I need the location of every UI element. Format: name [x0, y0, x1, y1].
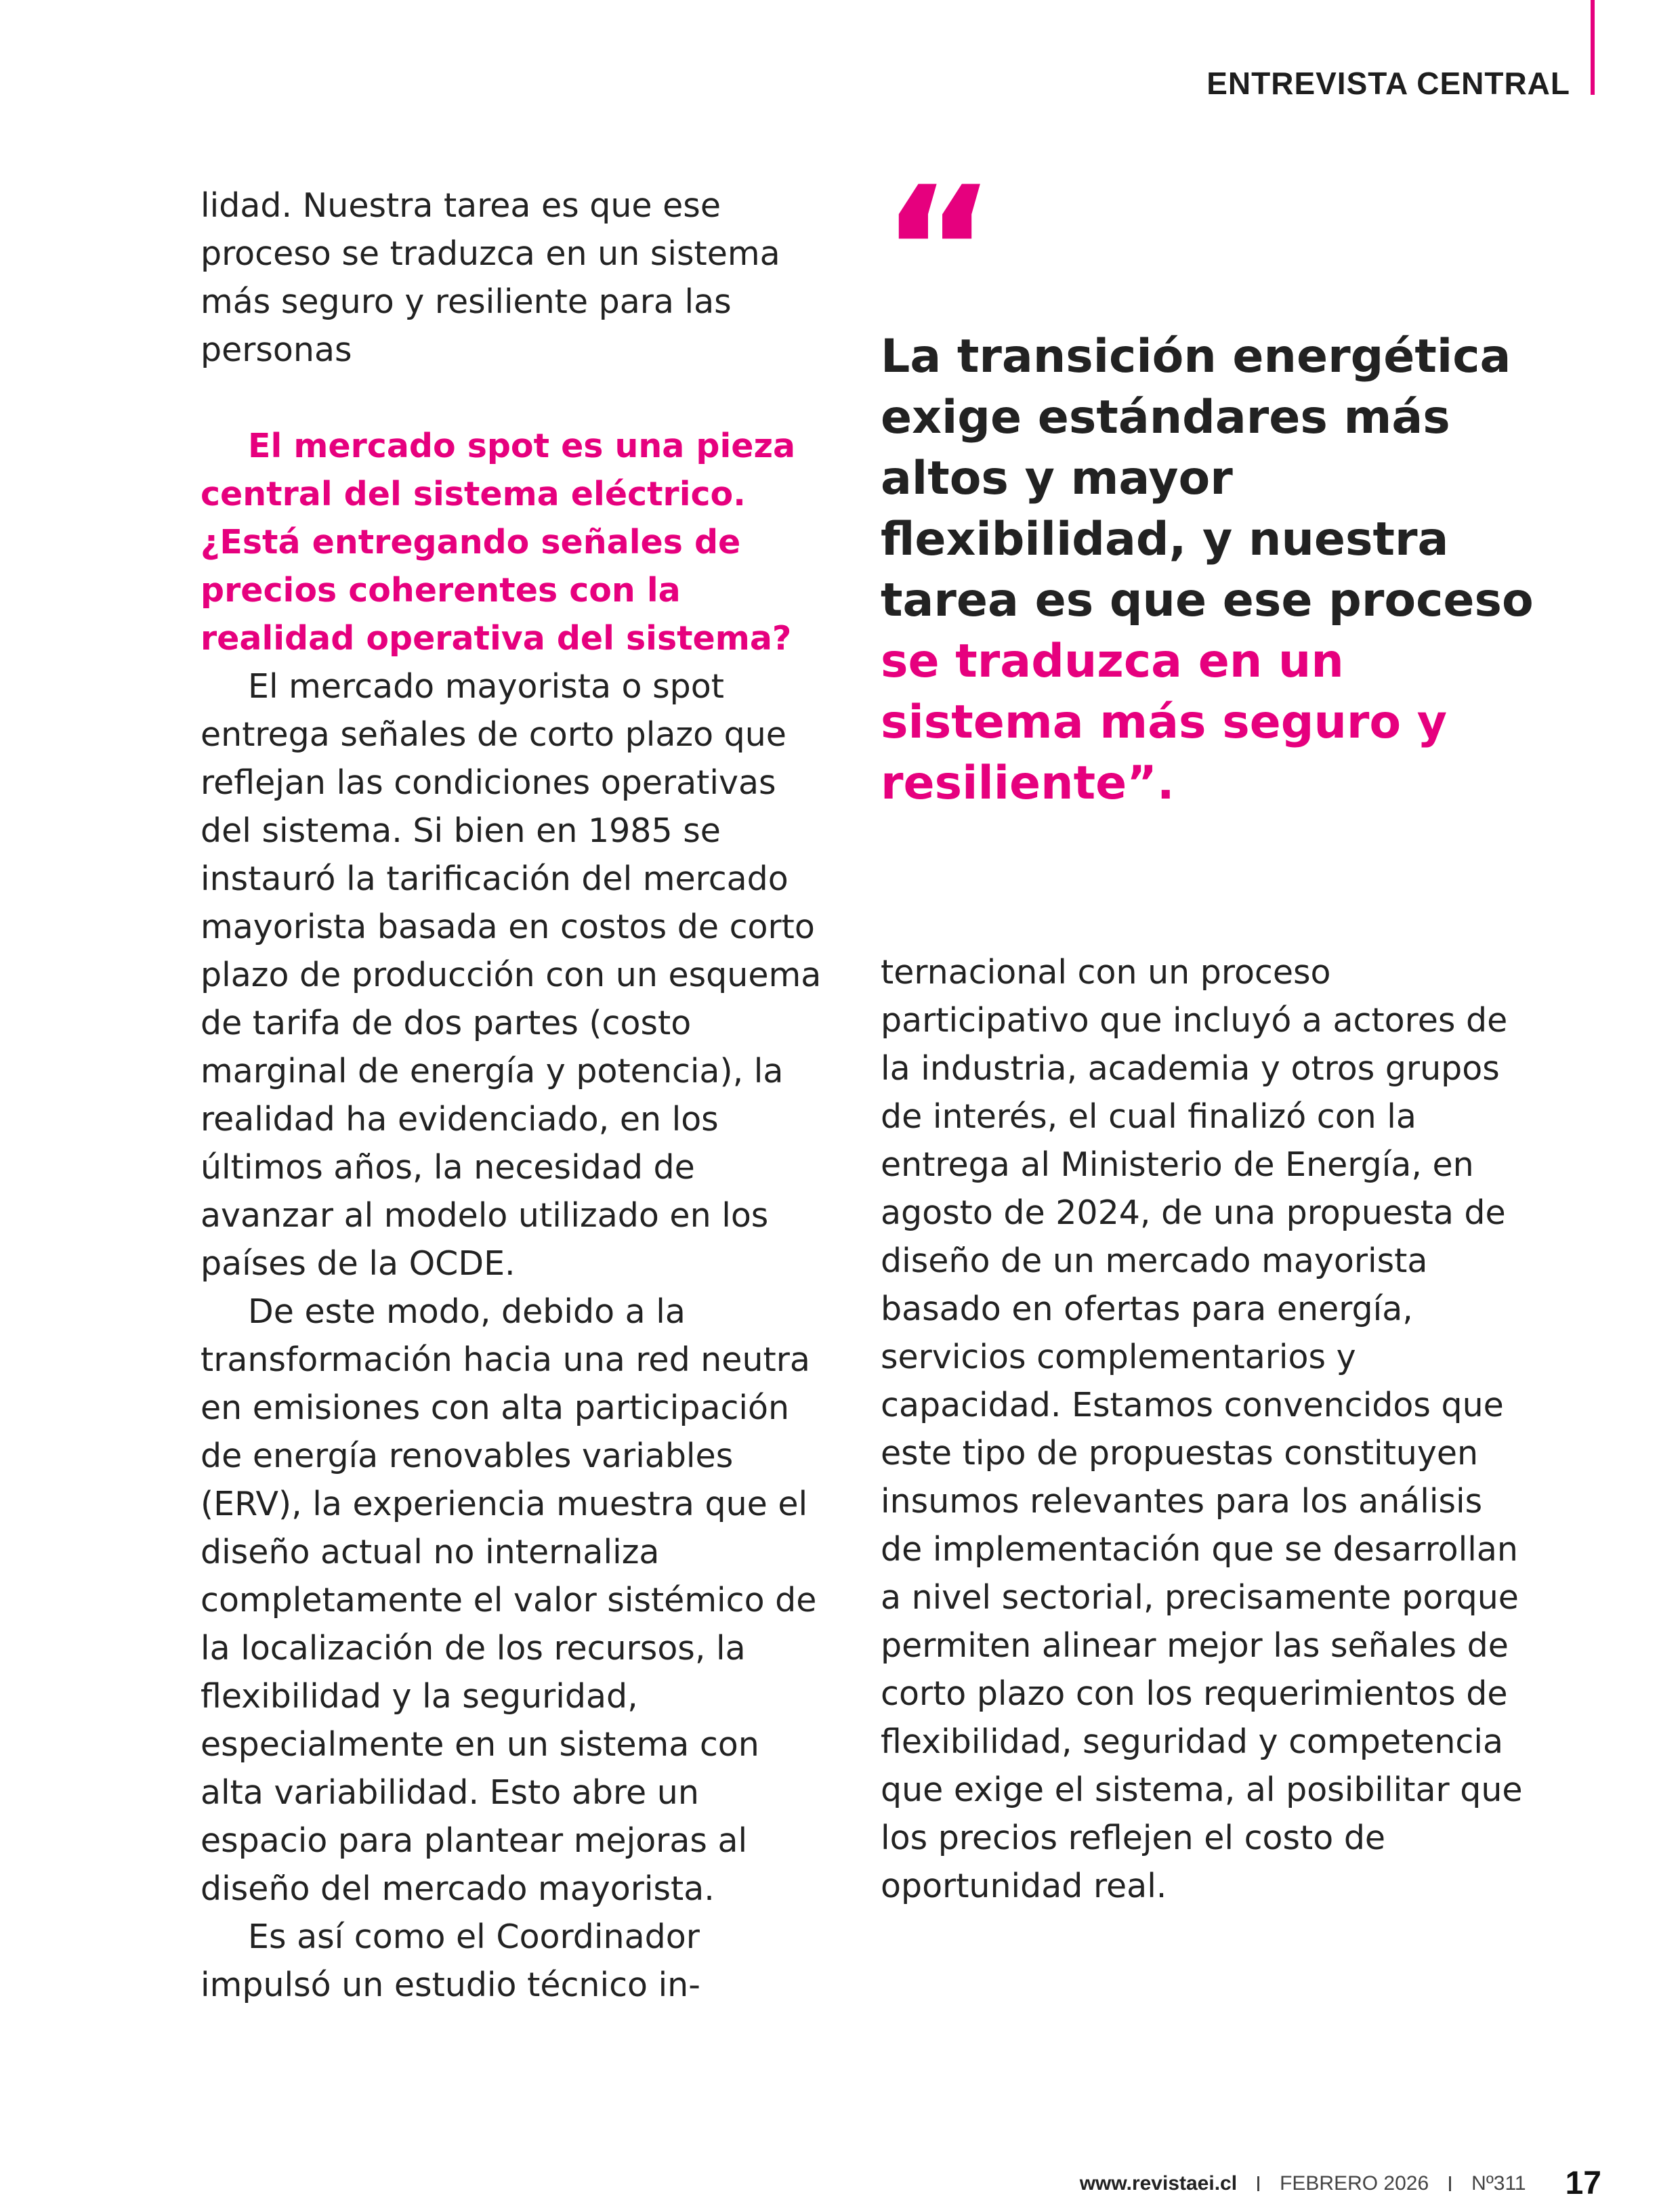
interview-question: El mercado spot es una pieza central del sistema eléctrico. ¿Está entregando señales de precios coherentes con la realidad operativa del sistema?: [201, 427, 796, 658]
section-label: ENTREVISTA CENTRAL: [1206, 66, 1570, 101]
pull-quote-text-dark: La transición energética exige estándares más altos y mayor flexibilidad, y nuestra tarea es que ese proceso: [881, 330, 1534, 627]
footer-issue: Nº311: [1471, 2172, 1526, 2195]
answer-paragraph-1: El mercado mayorista o spot entrega señales de corto plazo que reflejan las condiciones operativas del sistema. Si bien en 1985 se instauró la tarificación del mercado mayorista basada en costos de corto plazo de producción con un esquema de tarifa de dos partes (costo marginal de energía y potencia), la realidad ha evidenciado, en los últimos años, la necesidad de avanzar al modelo utilizado en los países de la OCDE.: [201, 667, 822, 1283]
continuation-paragraph: lidad. Nuestra tarea es que ese proceso se traduzca en un sistema más seguro y resiliente para las personas: [201, 186, 780, 369]
pull-quote-text: [881, 326, 1545, 814]
left-column: [201, 182, 831, 2009]
answer-paragraph-3: Es así como el Coordinador impulsó un estudio técnico in-: [201, 1918, 700, 2004]
right-column-paragraph: ternacional con un proceso participativo que incluyó a actores de la industria, academia y otros grupos de interés, el cual finalizó con la entrega al Ministerio de Energía, en agosto de 2024, de una propuesta de diseño de un mercado mayorista basado en ofertas para energía, servicios complementarios y capacidad. Estamos convencidos que este tipo de propuestas constituyen insumos relevantes para los análisis de implementación que se desarrollan a nivel sectorial, precisamente porque permiten alinear mejor las señales de corto plazo con los requerimientos de flexibilidad, seguridad y competencia que exige el sistema, al posibilitar que los precios reflejen el costo de oportunidad real.: [881, 953, 1523, 1905]
footer-url: www.revistaei.cl: [1079, 2172, 1238, 2195]
footer-separator: [1449, 2176, 1451, 2191]
page-footer: [1080, 2165, 1601, 2202]
page-number: 17: [1565, 2165, 1601, 2201]
footer-date: FEBRERO 2026: [1280, 2172, 1429, 2195]
pull-quote: [881, 150, 1545, 814]
answer-paragraph-2: De este modo, debido a la transformación hacia una red neutra en emisiones con alta participación de energía renovables variables (ERV), la experiencia muestra que el diseño actual no internaliza completamente el valor sistémico de la localización de los recursos, la flexibilidad y la seguridad, especialmente en un sistema con alta variabilidad. Esto abre un espacio para plantear mejoras al diseño del mercado mayorista.: [201, 1292, 817, 1908]
pull-quote-text-accent: se traduzca en un sistema más seguro y resiliente”.: [881, 635, 1448, 810]
footer-separator: [1257, 2176, 1259, 2191]
right-column: [881, 948, 1531, 1910]
header-accent-bar: [1591, 0, 1595, 95]
quote-mark-icon: “: [881, 150, 990, 354]
